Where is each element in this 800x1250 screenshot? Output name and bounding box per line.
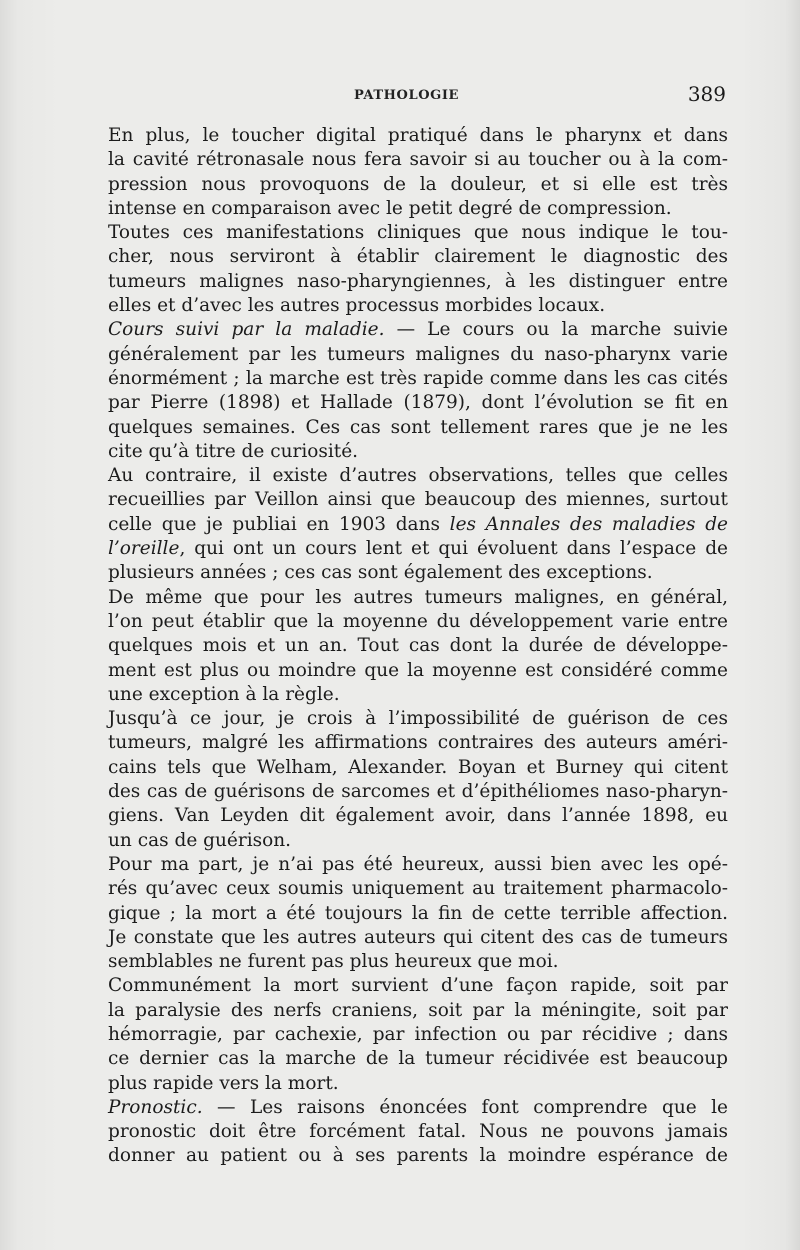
text-span: tumeurs, malgré les affirmations contraires des auteurs améri- (108, 732, 728, 754)
text-line (108, 974, 728, 998)
text-line (108, 537, 728, 561)
text-span: Communément la mort survient d’une façon rapide, soit par (108, 975, 728, 997)
italic-text: Pronostic. (108, 1096, 203, 1118)
text-span: ment est plus ou moindre que la moyenne est considéré comme (108, 659, 728, 681)
text-line (108, 561, 728, 585)
text-span: des cas de guérisons de sarcomes et d’épithéliomes naso-pharyn- (108, 781, 728, 803)
text-span: , qui ont un cours lent et qui évoluent dans l’espace de (179, 538, 728, 560)
text-line (108, 877, 728, 901)
text-span: cher, nous serviront à établir clairement le diagnostic des (108, 246, 728, 268)
text-span: généralement par les tumeurs malignes du naso-pharynx varie (108, 343, 728, 365)
text-span: Au contraire, il existe d’autres observations, telles que celles (108, 465, 728, 487)
text-span: Jusqu’à ce jour, je crois à l’impossibilité de guérison de ces (108, 708, 728, 730)
text-span: quelques mois et un an. Tout cas dont la durée de développe- (108, 635, 728, 657)
text-span: énormément ; la marche est très rapide comme dans les cas cités (108, 367, 728, 389)
text-line (108, 367, 728, 391)
text-span: l’on peut établir que la moyenne du développement varie entre (108, 610, 728, 632)
text-span: par Pierre (1898) et Hallade (1879), dont l’évolution se fit en (108, 392, 728, 414)
text-span: intense en comparaison avec le petit degré de compression. (108, 197, 672, 219)
text-line (108, 440, 728, 464)
text-span: Pour ma part, je n’ai pas été heureux, aussi bien avec les opé- (108, 853, 728, 875)
text-span: En plus, le toucher digital pratiqué dans le pharynx et dans (108, 125, 728, 146)
text-span: pression nous provoquons de la douleur, et si elle est très (108, 173, 728, 195)
italic-text: les Annales des maladies de (449, 513, 728, 535)
text-line (108, 416, 728, 440)
text-span: — Les raisons énoncées font comprendre que le (202, 1096, 728, 1118)
text-span: donner au patient ou à ses parents la moindre espérance de (108, 1145, 728, 1167)
text-span: recueillies par Veillon ainsi que beaucoup des miennes, surtout (108, 489, 728, 511)
text-line (108, 513, 728, 537)
text-line (108, 1096, 728, 1120)
text-line (108, 1072, 728, 1096)
text-span: rés qu’avec ceux soumis uniquement au traitement pharmacolo- (108, 878, 728, 900)
text-span: elles et d’avec les autres processus morbides locaux. (108, 295, 606, 317)
text-line (108, 221, 728, 245)
text-line (108, 148, 728, 172)
text-span: plus rapide vers la mort. (108, 1072, 339, 1094)
text-span: la cavité rétronasale nous fera savoir si au toucher ou à la com- (108, 149, 728, 171)
text-line (108, 586, 728, 610)
text-line (108, 464, 728, 488)
text-line (108, 270, 728, 294)
page-number: 389 (687, 82, 726, 106)
text-line (108, 950, 728, 974)
running-title: PATHOLOGIE (354, 88, 460, 103)
text-line (108, 853, 728, 877)
text-span: hémorragie, par cachexie, par infection ou par récidive ; dans (108, 1023, 728, 1045)
text-line (108, 343, 728, 367)
text-line (108, 1047, 728, 1071)
italic-text: Cours suivi par la maladie. (108, 319, 385, 341)
italic-text: l’oreille (108, 538, 180, 560)
text-line (108, 610, 728, 634)
text-line (108, 683, 728, 707)
text-line (108, 245, 728, 269)
text-line (108, 902, 728, 926)
text-span: Toutes ces manifestations cliniques que nous indique le tou- (108, 222, 728, 244)
text-span: une exception à la règle. (108, 683, 340, 705)
text-line (108, 1144, 728, 1168)
text-span: De même que pour les autres tumeurs malignes, en général, (108, 586, 728, 608)
running-head (108, 82, 728, 112)
text-line (108, 780, 728, 804)
text-line (108, 1120, 728, 1144)
text-span: quelques semaines. Ces cas sont tellement rares que je ne les (108, 416, 728, 438)
text-span: — Le cours ou la marche suivie (384, 319, 728, 341)
text-line (108, 707, 728, 731)
text-line (108, 926, 728, 950)
text-line (108, 173, 728, 197)
text-line (108, 999, 728, 1023)
body-text (108, 124, 728, 1169)
text-line (108, 391, 728, 415)
text-span: Je constate que les autres auteurs qui citent des cas de tumeurs (108, 926, 728, 948)
text-span: ce dernier cas la marche de la tumeur récidivée est beaucoup (108, 1048, 728, 1070)
text-span: semblables ne furent pas plus heureux que moi. (108, 951, 559, 973)
text-span: tumeurs malignes naso-pharyngiennes, à les distinguer entre (108, 270, 728, 292)
text-line (108, 731, 728, 755)
text-line (108, 756, 728, 780)
text-line (108, 804, 728, 828)
text-span: plusieurs années ; ces cas sont également des exceptions. (108, 562, 653, 584)
text-span: giens. Van Leyden dit également avoir, dans l’année 1898, eu (108, 805, 728, 827)
text-line (108, 488, 728, 512)
text-line (108, 829, 728, 853)
text-span: cains tels que Welham, Alexander. Boyan et Burney qui citent (108, 756, 728, 778)
text-line (108, 318, 728, 342)
text-span: pronostic doit être forcément fatal. Nous ne pouvons jamais (108, 1121, 728, 1143)
text-span: la paralysie des nerfs craniens, soit par la méningite, soit par (108, 999, 728, 1021)
text-line (108, 634, 728, 658)
text-line (108, 1023, 728, 1047)
text-line (108, 659, 728, 683)
text-line (108, 197, 728, 221)
text-span: cite qu’à titre de curiosité. (108, 440, 359, 462)
text-span: gique ; la mort a été toujours la fin de cette terrible affection. (108, 902, 728, 924)
text-line (108, 294, 728, 318)
text-line (108, 124, 728, 148)
text-span: un cas de guérison. (108, 829, 292, 851)
text-span: celle que je publiai en 1903 dans (108, 513, 450, 535)
